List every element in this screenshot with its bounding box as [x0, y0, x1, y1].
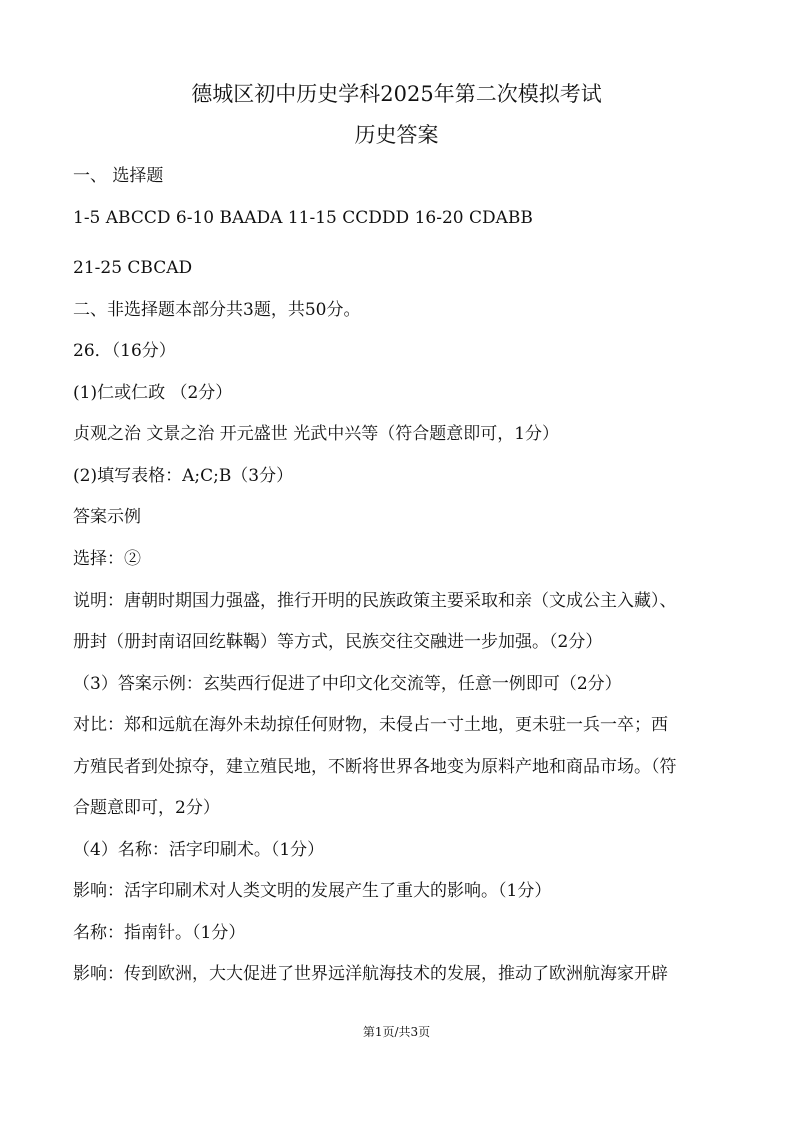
comparison-line-1: 对比：郑和远航在海外未劫掠任何财物，未侵占一寸土地，更未驻一兵一卒；西 [73, 715, 668, 735]
answer-part-1-examples: 贞观之治 文景之治 开元盛世 光武中兴等（符合题意即可，1分） [73, 424, 560, 444]
answer-explanation-line-2: 册封（册封南诏回纥靺鞨）等方式，民族交往交融进一步加强。（2分） [73, 632, 603, 652]
answer-part-3: （3）答案示例：玄奘西行促进了中印文化交流等，任意一例即可（2分） [73, 674, 622, 694]
answer-key-row-2: 21-25 CBCAD [73, 258, 193, 278]
answer-part-4-impact: 影响：活字印刷术对人类文明的发展产生了重大的影响。（1分） [73, 881, 552, 901]
answer-part-4-name: （4）名称：活字印刷术。（1分） [73, 840, 325, 860]
question-26-heading: 26．（16分） [73, 341, 176, 361]
document-title: 德城区初中历史学科2025年第二次模拟考试 [191, 82, 602, 106]
comparison-line-2: 方殖民者到处掠夺，建立殖民地，不断将世界各地变为原料产地和商品市场。（符 [73, 757, 677, 777]
answer-explanation-line-1: 说明：唐朝时期国力强盛，推行开明的民族政策主要采取和亲（文成公主入藏）、 [73, 591, 677, 611]
page-footer: 第1页/共3页 [362, 1025, 431, 1039]
answer-part-4-second-impact: 影响：传到欧洲，大大促进了世界远洋航海技术的发展，推动了欧洲航海家开辟 [73, 964, 668, 984]
answer-part-4-second-name: 名称：指南针。（1分） [73, 923, 246, 943]
section-heading-non-choice: 二、非选择题本部分共3题，共50分。 [73, 300, 361, 320]
answer-key-row-1: 1-5 ABCCD 6-10 BAADA 11-15 CCDDD 16-20 CDABB [73, 208, 533, 228]
answer-part-2: (2)填写表格：A;C;B（3分） [73, 466, 294, 486]
document-subtitle: 历史答案 [354, 123, 439, 147]
answer-choice-line: 选择：② [73, 549, 141, 569]
comparison-line-3: 合题意即可，2分） [73, 798, 220, 818]
section-heading-multiple-choice: 一、 选择题 [73, 166, 164, 186]
answer-example-label: 答案示例 [73, 507, 141, 527]
answer-part-1: (1)仁或仁政 （2分） [73, 383, 233, 403]
